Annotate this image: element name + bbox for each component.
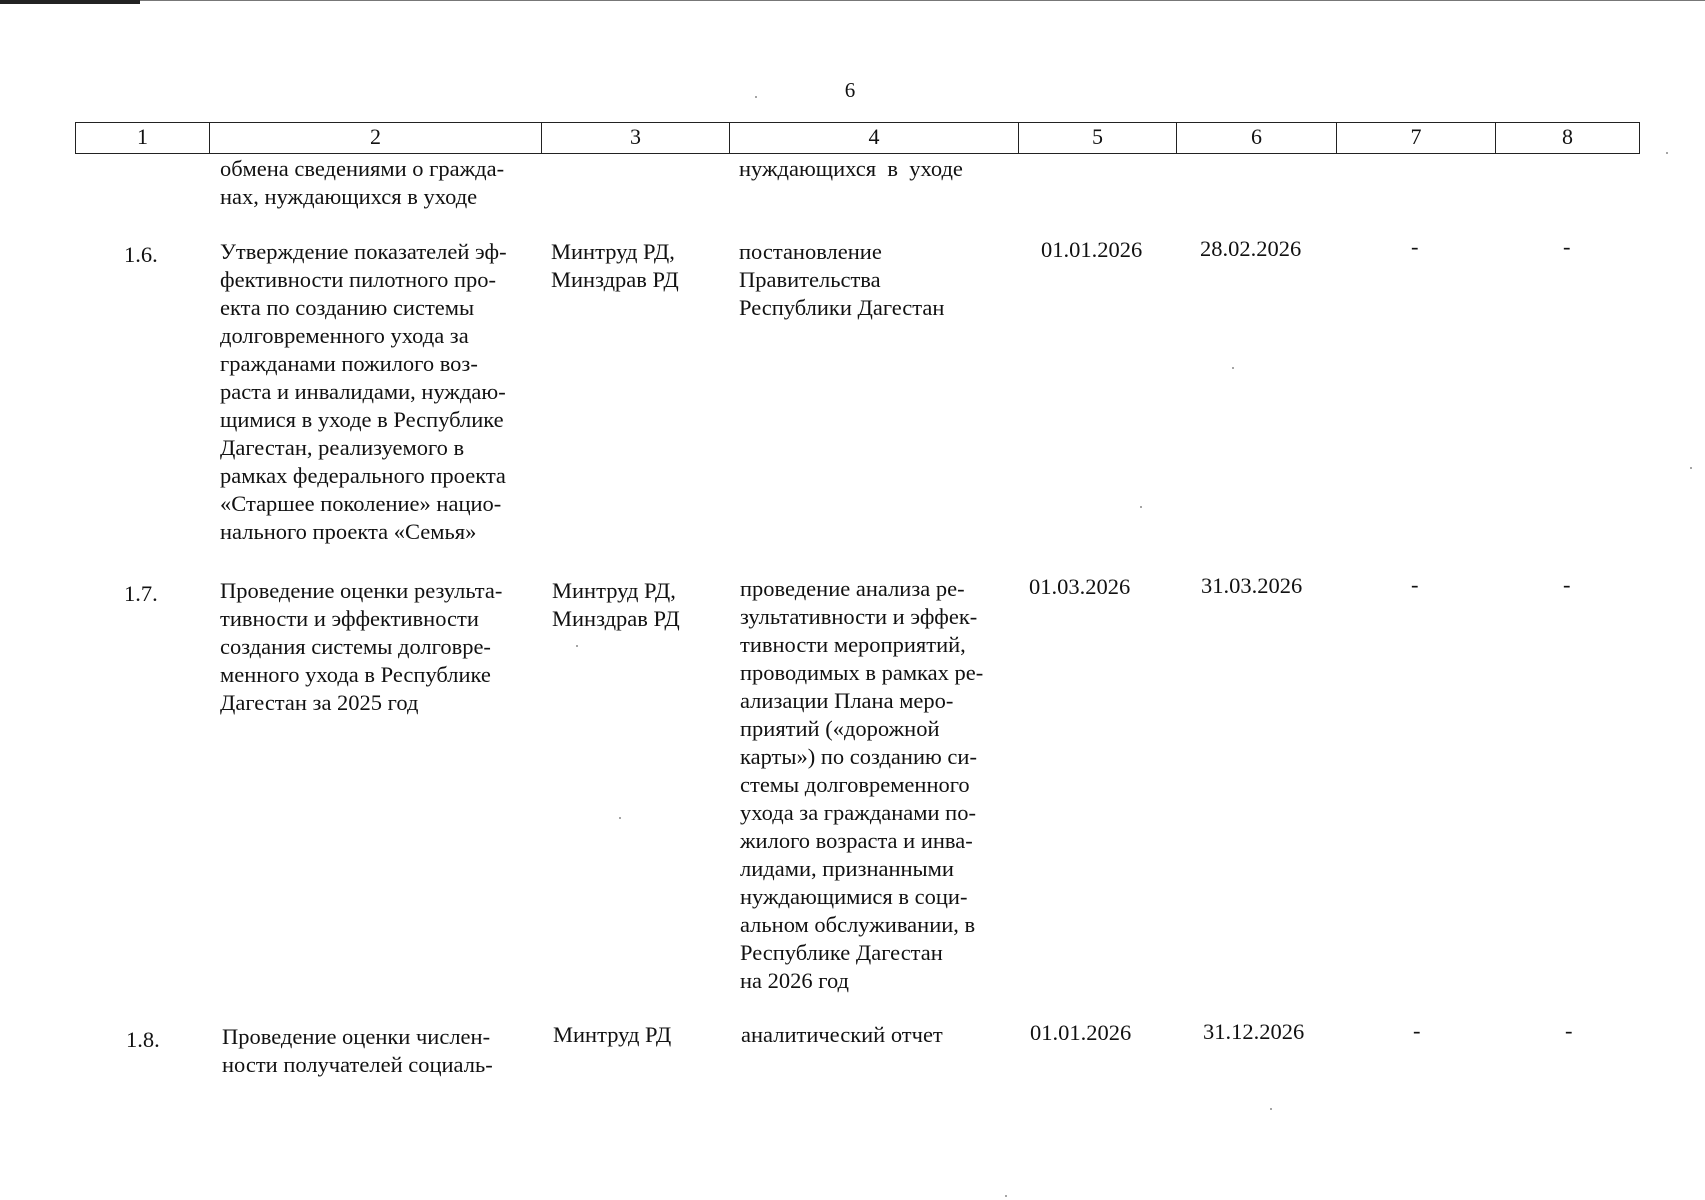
text-line: Дагестан за 2025 год	[220, 690, 419, 715]
row-title	[220, 577, 530, 717]
page-number: 6	[844, 78, 856, 102]
scan-edge-line	[140, 0, 1705, 1]
row-result	[740, 575, 1008, 995]
row-start-date: 01.03.2026	[1029, 574, 1131, 599]
row-col8: -	[1563, 572, 1571, 597]
text-line: тивности мероприятий,	[740, 632, 966, 657]
text-line: екта по созданию системы	[220, 295, 475, 320]
text-line: жилого возраста и инва-	[740, 828, 973, 853]
text-line: Минздрав РД	[551, 267, 679, 292]
scan-speck	[576, 645, 578, 647]
text-line: нального проекта «Семья»	[220, 519, 477, 544]
text-line: постановление	[739, 239, 882, 264]
row-responsible	[553, 1021, 671, 1049]
text-line: Минтруд РД,	[552, 578, 676, 603]
row-start-date: 01.01.2026	[1041, 237, 1143, 262]
continuation-col2	[220, 155, 530, 211]
header-col-8: 8	[1495, 123, 1640, 153]
text-line: приятий («дорожной	[740, 716, 940, 741]
text-line: «Старшее поколение» нацио-	[220, 491, 502, 516]
text-line: Минтруд РД,	[551, 239, 675, 264]
text-line: стемы долговременного	[740, 772, 970, 797]
scan-speck	[1232, 367, 1234, 369]
row-end-date: 31.03.2026	[1201, 573, 1303, 598]
text-line: долговременного ухода за	[220, 323, 469, 348]
text-line: Дагестан, реализуемого в	[220, 435, 465, 460]
text-line: карты») по созданию си-	[740, 744, 977, 769]
scan-speck	[1005, 1195, 1007, 1197]
text-line: аналитический отчет	[741, 1022, 943, 1047]
row-responsible	[551, 238, 679, 294]
header-col-6: 6	[1176, 123, 1336, 153]
header-col-2: 2	[209, 123, 541, 153]
scan-speck	[1690, 467, 1692, 469]
text-line: проводимых в рамках ре-	[740, 660, 984, 685]
scan-edge-mark	[0, 0, 140, 4]
text-line: создания системы долговре-	[220, 634, 491, 659]
text-line: ности получателей социаль-	[222, 1052, 493, 1077]
row-result	[739, 238, 1007, 322]
text-line: Республики Дагестан	[739, 295, 945, 320]
row-title	[222, 1023, 532, 1079]
row-col7: -	[1411, 234, 1419, 259]
table-header-row	[75, 122, 1640, 154]
text-line: ухода за гражданами по-	[740, 800, 976, 825]
text-line: Минздрав РД	[552, 606, 680, 631]
row-col8: -	[1563, 234, 1571, 259]
text-line: рамках федерального проекта	[220, 463, 506, 488]
scan-speck	[1140, 506, 1142, 508]
scan-speck	[619, 817, 621, 819]
text-line: раста и инвалидами, нуждаю-	[220, 379, 506, 404]
row-title	[220, 238, 530, 546]
header-col-1: 1	[75, 123, 209, 153]
header-col-5: 5	[1018, 123, 1176, 153]
text-line: обмена сведениями о гражда-	[220, 156, 505, 181]
text-line: Проведение оценки числен-	[222, 1024, 491, 1049]
text-line: зультативности и эффек-	[740, 604, 978, 629]
text-line: проведение анализа ре-	[740, 576, 965, 601]
row-col8: -	[1565, 1018, 1573, 1043]
continuation-col4: нуждающихся в уходе	[739, 156, 963, 181]
row-number: 1.7.	[124, 581, 158, 606]
text-line: Проведение оценки результа-	[220, 578, 503, 603]
row-start-date: 01.01.2026	[1030, 1020, 1132, 1045]
header-col-7: 7	[1336, 123, 1495, 153]
text-line: фективности пилотного про-	[220, 267, 496, 292]
text-line: лидами, признанными	[740, 856, 954, 881]
text-line: гражданами пожилого воз-	[220, 351, 478, 376]
text-line: тивности и эффективности	[220, 606, 479, 631]
text-line: Утверждение показателей эф-	[220, 239, 507, 264]
row-number: 1.8.	[126, 1027, 160, 1052]
row-number: 1.6.	[124, 242, 158, 267]
row-end-date: 31.12.2026	[1203, 1019, 1305, 1044]
text-line: альном обслуживании, в	[740, 912, 976, 937]
row-end-date: 28.02.2026	[1200, 236, 1302, 261]
text-line: Правительства	[739, 267, 881, 292]
text-line: Республике Дагестан	[740, 940, 943, 965]
row-col7: -	[1413, 1018, 1421, 1043]
text-line: менного ухода в Республике	[220, 662, 491, 687]
text-line: Минтруд РД	[553, 1022, 672, 1047]
header-col-4: 4	[729, 123, 1018, 153]
scan-speck	[755, 96, 757, 98]
row-responsible	[552, 577, 680, 633]
text-line: нах, нуждающихся в уходе	[220, 184, 478, 209]
row-col7: -	[1411, 572, 1419, 597]
scan-speck	[1270, 1108, 1272, 1110]
row-result	[741, 1021, 1009, 1049]
text-line: на 2026 год	[740, 968, 849, 993]
text-line: щимися в уходе в Республике	[220, 407, 504, 432]
header-col-3: 3	[541, 123, 729, 153]
scan-speck	[1666, 152, 1668, 154]
text-line: ализации Плана меро-	[740, 688, 954, 713]
text-line: нуждающимися в соци-	[740, 884, 968, 909]
